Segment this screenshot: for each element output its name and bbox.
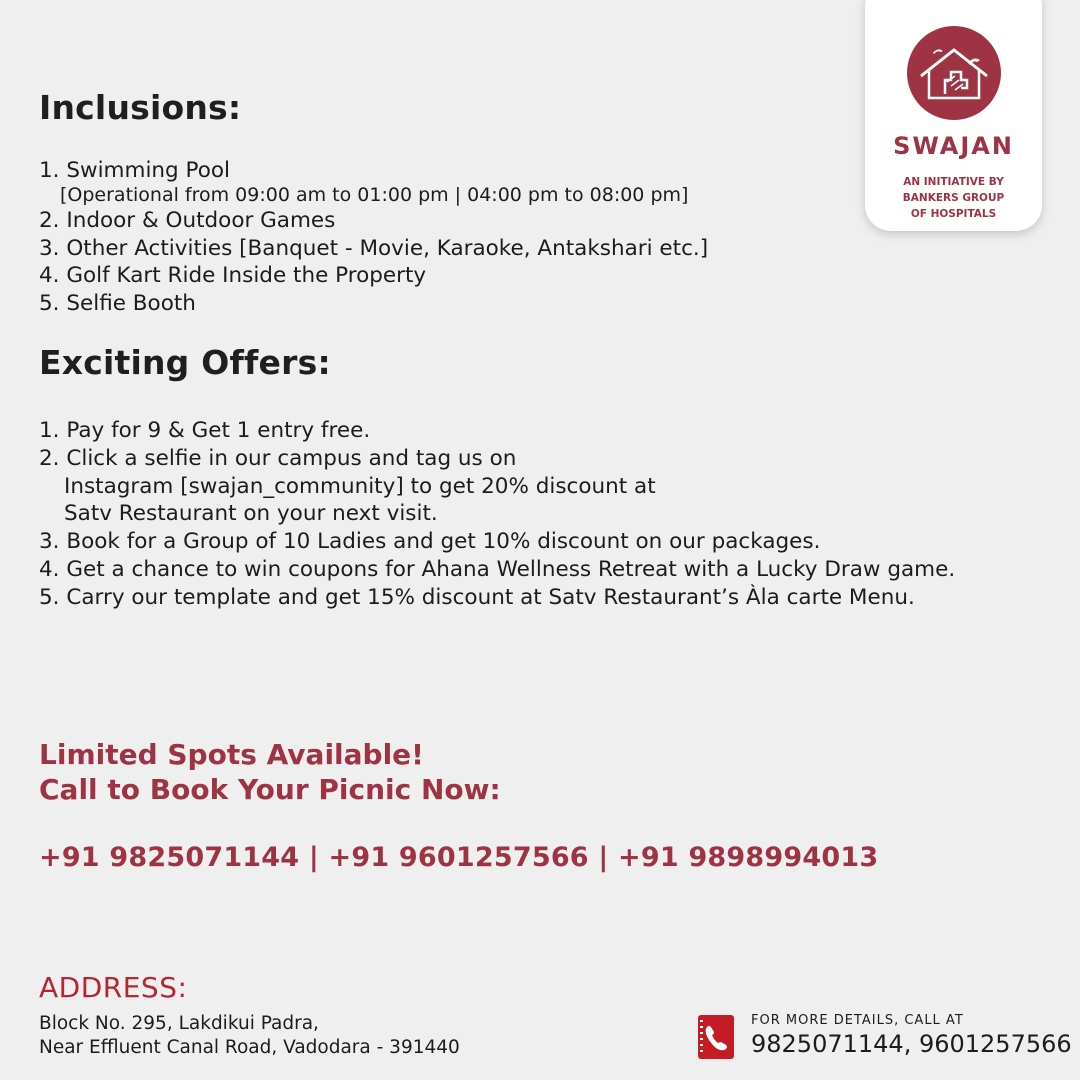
call-numbers[interactable]: 9825071144, 9601257566 — [751, 1030, 1072, 1058]
offers-heading: Exciting Offers: — [39, 343, 331, 382]
list-item: 2. Indoor & Outdoor Games — [39, 207, 336, 233]
list-item-continuation: Instagram [swajan_community] to get 20% discount at — [64, 473, 656, 499]
phone-icon — [698, 1015, 734, 1059]
address-text — [39, 1012, 460, 1060]
address-line-1: Block No. 295, Lakdikui Padra, — [39, 1013, 319, 1034]
inclusions-list — [39, 157, 708, 318]
phone-numbers[interactable]: +91 9825071144 | +91 9601257566 | +91 9898994013 — [39, 842, 879, 873]
list-item-continuation: Satv Restaurant on your next visit. — [64, 501, 438, 527]
list-item: 3. Other Activities [Banquet - Movie, Karaoke, Antakshari etc.] — [39, 235, 709, 261]
list-item: 4. Golf Kart Ride Inside the Property — [39, 263, 427, 289]
list-item: 1. Swimming Pool — [39, 158, 231, 183]
list-item: 1. Pay for 9 & Get 1 entry free. — [39, 418, 371, 443]
logo-card — [865, 0, 1042, 231]
list-item: 3. Book for a Group of 10 Ladies and get 10% discount on our packages. — [39, 529, 821, 555]
list-item: 4. Get a chance to win coupons for Ahana Wellness Retreat with a Lucky Draw game. — [39, 556, 956, 582]
offers-list — [39, 417, 955, 612]
address-heading: ADDRESS: — [39, 971, 188, 1004]
swajan-logo-icon — [907, 26, 1001, 120]
list-item: 5. Carry our template and get 15% discount at Satv Restaurant’s Àla carte Menu. — [39, 584, 915, 610]
cta-line-1: Limited Spots Available! — [39, 738, 424, 771]
brand-tagline: AN INITIATIVE BY BANKERS GROUP OF HOSPITALS — [902, 176, 1005, 220]
cta-block — [39, 737, 501, 807]
inclusions-heading: Inclusions: — [39, 88, 242, 127]
list-item: 5. Selfie Booth — [39, 291, 196, 317]
call-label: FOR MORE DETAILS, CALL AT — [751, 1013, 964, 1028]
address-line-2: Near Effluent Canal Road, Vadodara - 391440 — [39, 1037, 460, 1058]
list-item: 2. Click a selfie in our campus and tag us on — [39, 445, 517, 471]
list-item-note: [Operational from 09:00 am to 01:00 pm | 04:00 pm to 08:00 pm] — [60, 183, 689, 206]
cta-line-2: Call to Book Your Picnic Now: — [39, 773, 501, 806]
brand-name: SWAJAN — [893, 132, 1014, 160]
